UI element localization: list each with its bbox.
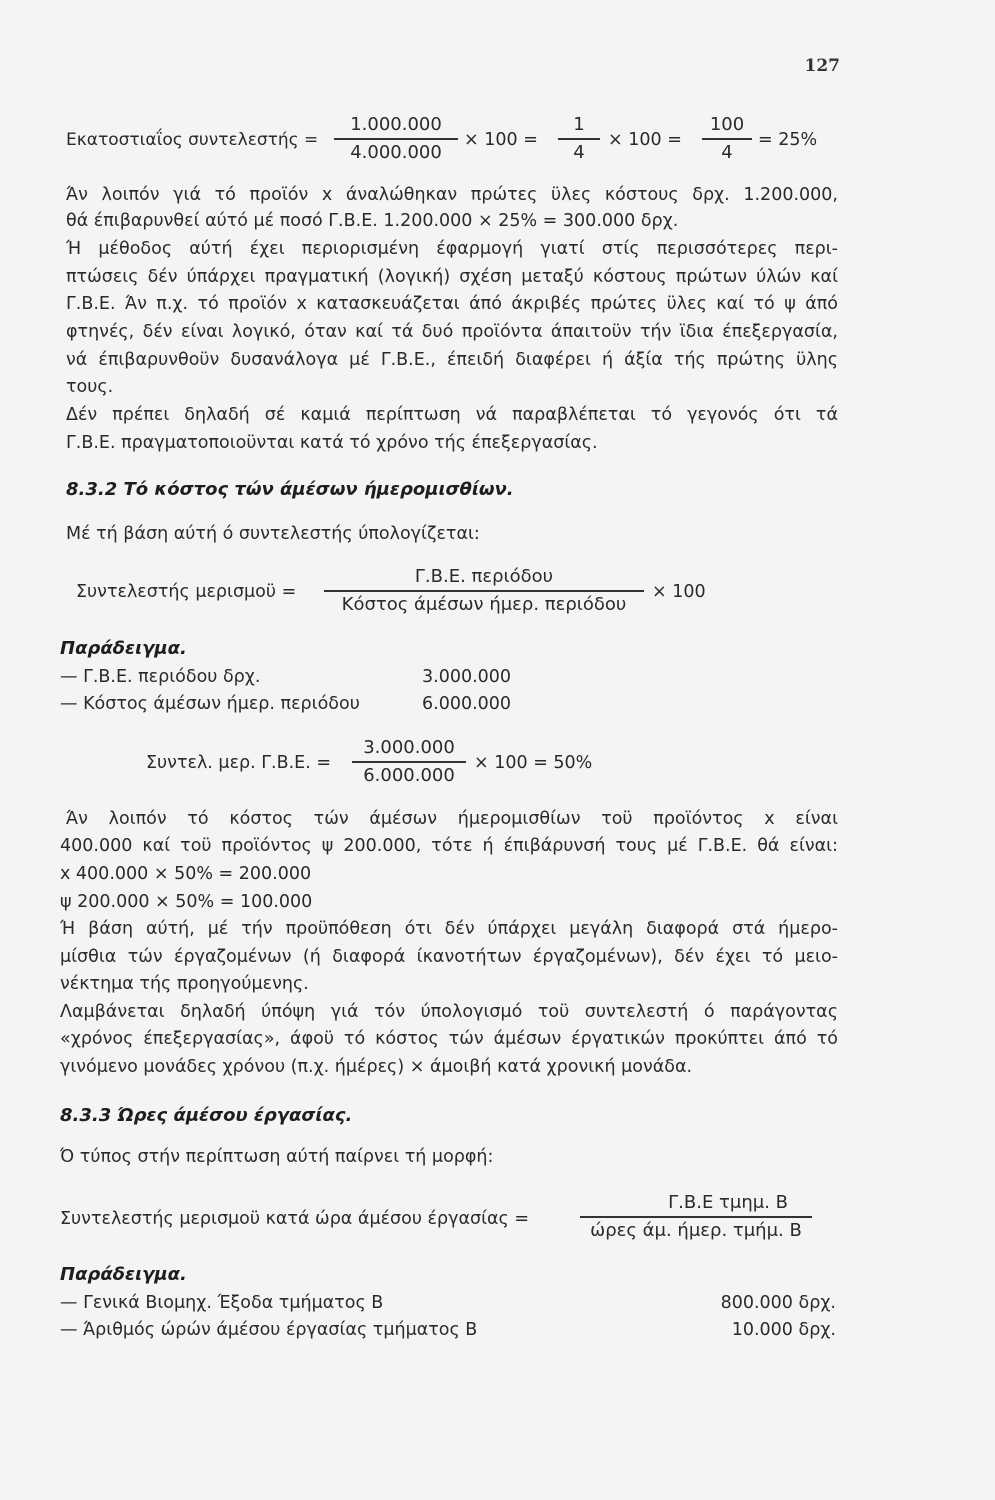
fraction-hundred-quarter (702, 114, 752, 164)
page-number: 127 (804, 56, 840, 76)
fraction-denominator: 4.000.000 (350, 141, 442, 163)
paragraph-line: φτηνές, δέν είναι λογικό, όταν καί τά δυό προϊόντα άπαιτοϋν τήν ϊδια έπεξεργασία, (66, 322, 838, 342)
calculation-line: x 400.000 × 50% = 200.000 (60, 864, 312, 884)
example-item-value: 6.000.000 (422, 694, 512, 714)
paragraph-line: «χρόνος έπεξεργασίας», άφοϋ τό κόστος τών άμέσων έργατικών προκύπτει άπό τό (60, 1029, 838, 1049)
paragraph-line: γινόμενο μονάδες χρόνου (π.χ. ήμέρες) × άμοιβή κατά χρονική μονάδα. (60, 1057, 693, 1077)
formula-label: Συντελ. μερ. Γ.Β.Ε. = (146, 753, 331, 773)
fraction-numerator: Γ.Β.Ε τμημ. Β (668, 1192, 788, 1213)
formula-operator: × 100 = (464, 130, 538, 150)
example-title: Παράδειγμα. (60, 1264, 187, 1285)
formula-result: = 25% (758, 130, 818, 150)
example-item-label: — Κόστος άμέσων ήμερ. περιόδου (60, 694, 360, 714)
paragraph-line: Γ.Β.Ε. Άν π.χ. τό προϊόν x κατασκευάζεται άπό άκριβές πρώτες ϋλες καί τό ψ άπό (66, 294, 838, 314)
fraction-numerator: 1 (573, 114, 585, 135)
fraction-numerator: 1.000.000 (350, 114, 442, 135)
fraction-gbe-over-hours (580, 1192, 812, 1242)
fraction-denominator: ώρες άμ. ήμερ. τμήμ. Β (590, 1219, 802, 1241)
formula-label: Εκατοστιαΐος συντελεστής = (66, 130, 319, 150)
example-title: Παράδειγμα. (60, 638, 187, 659)
calculation-line: ψ 200.000 × 50% = 100.000 (60, 892, 313, 912)
paragraph-line: Ή μέθοδος αύτή έχει περιορισμένη έφαρμογή γιατί στίς περισσότερες περι- (66, 239, 838, 259)
example-item-label: — Γενικά Βιομηχ. Έξοδα τμήματος Β (60, 1293, 384, 1313)
fraction-denominator: 4 (573, 141, 585, 163)
fraction-one-quarter (558, 114, 600, 164)
paragraph-line: Δέν πρέπει δηλαδή σέ καμιά περίπτωση νά παραβλέπεται τό γεγονός ότι τά (66, 405, 838, 425)
formula-label: Συντελεστής μερισμοϋ κατά ώρα άμέσου έργασίας = (60, 1209, 530, 1229)
section-heading-832: 8.3.2 Τό κόστος τών άμέσων ήμερομισθίων. (66, 479, 514, 500)
paragraph-line: νά έπιβαρυνθοϋν δυσανάλογα μέ Γ.Β.Ε., έπειδή διαφέρει ή άξία τής πρώτης ϋλης (66, 350, 838, 370)
fraction-example (352, 737, 466, 787)
fraction-denominator: 6.000.000 (363, 764, 455, 786)
example-item-label: — Άριθμός ώρών άμέσου έργασίας τμήματος Β (60, 1320, 478, 1340)
paragraph-line: θά έπιβαρυνθεί αύτό μέ ποσό Γ.Β.Ε. 1.200.000 × 25% = 300.000 δρχ. (66, 211, 679, 231)
fraction-denominator: Κόστος άμέσων ήμερ. περιόδου (341, 593, 627, 615)
example-item-value: 3.000.000 (422, 667, 512, 687)
fraction-numerator: Γ.Β.Ε. περιόδου (414, 566, 554, 587)
formula-operator: × 100 = (608, 130, 682, 150)
section-intro: Ό τύπος στήν περίπτωση αύτή παίρνει τή μορφή: (60, 1147, 494, 1167)
example-item-label: — Γ.Β.Ε. περιόδου δρχ. (60, 667, 261, 687)
fraction-materials-ratio (334, 114, 458, 164)
paragraph-line: Άν λοιπόν τό κόστος τών άμέσων ήμερομισθίων τοϋ προϊόντος x είναι (66, 809, 838, 829)
formula-label: Συντελεστής μερισμοϋ = (76, 582, 297, 602)
formula-multiplier: × 100 (652, 582, 706, 602)
fraction-denominator: 4 (721, 141, 733, 163)
fraction-numerator: 100 (709, 114, 745, 135)
example-item-value: 800.000 δρχ. (720, 1293, 836, 1313)
paragraph-line: νέκτημα τής προηγούμενης. (60, 974, 309, 994)
example-item-value: 10.000 δρχ. (731, 1320, 836, 1340)
paragraph-line: Γ.Β.Ε. πραγματοποιοϋνται κατά τό χρόνο τής έπεξεργασίας. (66, 433, 598, 453)
paragraph-line: 400.000 καί τοϋ προϊόντος ψ 200.000, τότε ή έπιβάρυνσή τους μέ Γ.Β.Ε. θά είναι: (60, 836, 838, 856)
paragraph-line: Λαμβάνεται δηλαδή ύπόψη γιά τόν ύπολογισμό τοϋ συντελεστή ό παράγοντας (60, 1002, 838, 1022)
paragraph-line: πτώσεις δέν ύπάρχει πραγματική (λογική) σχέση μεταξύ κόστους πρώτων ύλών καί (66, 267, 838, 287)
fraction-numerator: 3.000.000 (363, 737, 455, 758)
paragraph-line: μίσθια τών έργαζομένων (ή διαφορά ίκανοτήτων έργαζομένων), δέν έχει τό μειο- (60, 947, 838, 967)
paragraph-line: τους. (66, 377, 114, 397)
formula-result: × 100 = 50% (474, 753, 593, 773)
paragraph-line: Άν λοιπόν γιά τό προϊόν x άναλώθηκαν πρώτες ϋλες κόστους δρχ. 1.200.000, (66, 185, 838, 205)
paragraph-line: Ή βάση αύτή, μέ τήν προϋπόθεση ότι δέν ύπάρχει μεγάλη διαφορά στά ήμερο- (60, 919, 838, 939)
section-intro: Μέ τή βάση αύτή ό συντελεστής ύπολογίζεται: (66, 524, 480, 544)
fraction-gbe-over-wages (324, 566, 644, 616)
section-heading-833: 8.3.3 Ώρες άμέσου έργασίας. (60, 1105, 353, 1126)
